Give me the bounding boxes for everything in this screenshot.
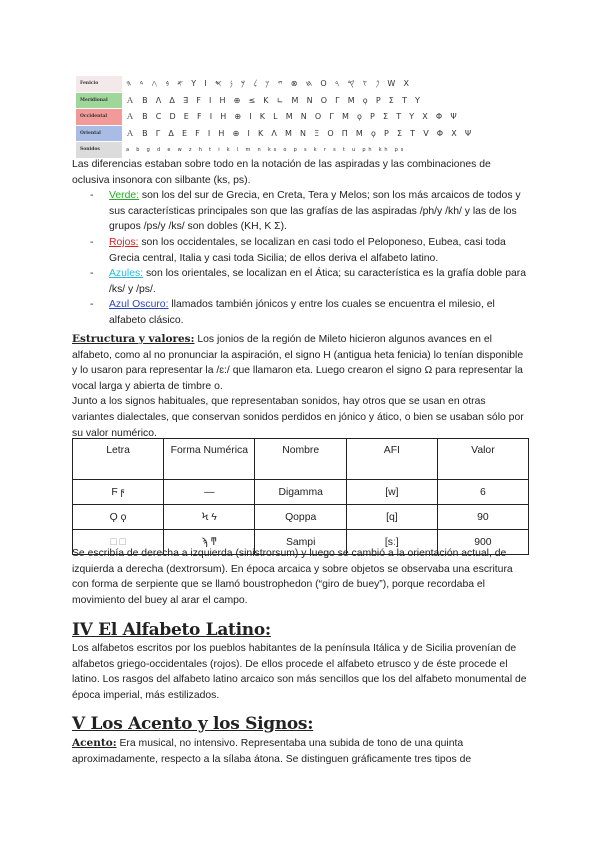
cell-forma: Ϟ ϟ <box>164 505 255 530</box>
variant-key: Azules: <box>109 268 144 280</box>
cell-nombre: Digamma <box>255 480 346 505</box>
row-glyphs: Ａ B Γ Δ E F I H ⊕ I K Λ M N Ξ O Π M ϙ P Σ T V Φ X Ψ <box>122 125 494 142</box>
alphabet-row <box>76 109 494 126</box>
acento-label: Acento: <box>72 737 117 749</box>
row-glyphs: a b g d e w z h t i k l m n ks o p s k r s t u ph kh ps <box>122 142 494 159</box>
estructura-block <box>72 332 527 441</box>
after-table-block <box>72 546 527 608</box>
variant-text: son los orientales, se localizan en el Ática; su característica es la grafía doble para /ks/ y /ps/. <box>109 268 527 295</box>
list-item <box>72 297 527 328</box>
row-label: Occidental <box>76 109 122 126</box>
section-5-paragraph <box>72 736 527 767</box>
alphabet-row <box>76 125 494 142</box>
section-5-block <box>72 736 527 767</box>
cell-forma: — <box>164 480 255 505</box>
cell-letra: Ϙ ϙ <box>73 505 164 530</box>
header-forma: Forma Numérica <box>164 439 255 480</box>
header-afi: AFI <box>346 439 437 480</box>
row-label: Fenicio <box>76 76 122 92</box>
intro-block <box>72 157 527 329</box>
cell-letra: □ □ <box>73 530 164 555</box>
intro-paragraph: Las diferencias estaban sobre todo en la notación de las aspiradas y las combinaciones de oclusiva insonora con silbante (ks, ps). <box>72 159 491 186</box>
row-label: Oriental <box>76 125 122 142</box>
variant-text: son los del sur de Grecia, en Creta, Tera y Melos; son los más arcaicos de todos y sus características principales son que las grafías de las aspiradas /ph/y /kh/ y las de los grupos /ps/y /ks/ son dobles (KH, K Σ). <box>109 190 521 233</box>
section-4-title: IV El Alfabeto Latino: <box>72 620 271 640</box>
variant-key: Azul Oscuro: <box>109 299 169 311</box>
cell-afi: [q] <box>346 505 437 530</box>
cell-forma: ϡ ͳ <box>164 530 255 555</box>
after-table-paragraph: Se escribía de derecha a izquierda (sinistrorsum) y luego se cambió a la orientación actual, de izquierda a derecha (dextrorsum). En época arcaica y sobre objetos se observaba una escritura con forma de serpiente que se llamó boustrophedon (“giro de buey”), porque recordaba el movimiento del buey al arar el campo. <box>72 548 513 606</box>
row-glyphs: Ａ B C D E F I H ⊕ I K L M N O Γ M ϙ P Σ T Y X Φ Ψ <box>122 109 494 126</box>
variant-text: llamados también jónicos y entre los cuales se encuentra el milesio, el alfabeto clásico. <box>109 299 495 326</box>
variant-text: son los occidentales, se localizan en casi todo el Peloponeso, Eubea, casi toda Grecia central, Italia y casi toda Sicilia; de ellos deriva el alfabeto latino. <box>109 236 506 264</box>
estructura-paragraph <box>72 332 527 394</box>
estructura-text: Los jonios de la región de Mileto hicieron algunos avances en el alfabeto, como al no pronunciar la aspiración, el signo H (antigua heta fenicia) lo tenían disponible y lo usaron para representar la /ɛ:/ que llamaron eta. Luego crearon el signo Ω para representar la vocal larga y abierta de timbre o. <box>72 334 524 392</box>
list-item <box>72 266 527 297</box>
header-nombre: Nombre <box>255 439 346 480</box>
cell-nombre: Qoppa <box>255 505 346 530</box>
section-4-block <box>72 641 527 703</box>
cell-letra: Ϝ ϝ <box>73 480 164 505</box>
header-letra: Letra <box>73 439 164 480</box>
estructura-heading: Estructura y valores: <box>72 333 195 345</box>
table-row <box>73 505 529 530</box>
cell-valor: 6 <box>437 480 528 505</box>
table-header-row <box>73 439 529 480</box>
cell-valor: 90 <box>437 505 528 530</box>
section-5-title: V Los Acento y los Signos: <box>72 714 314 734</box>
variant-key: Verde: <box>109 190 140 202</box>
cell-valor: 900 <box>437 530 528 555</box>
cell-afi: [sː] <box>346 530 437 555</box>
color-variants-list <box>72 188 527 328</box>
greek-alphabet-variants-table <box>76 76 494 159</box>
alphabet-row <box>76 142 494 159</box>
variant-key: Rojos: <box>109 236 139 248</box>
archaic-letters-table <box>72 438 529 555</box>
row-glyphs: 𐤀 𐤁 𐤂 𐤃 𐤄 Y I 𐤇 ⊗ 𐤉 𐤊 𐤋 𐤌 𐤍 𐤎 O 𐤐 𐤑 𐤒 𐤓 W X <box>122 76 494 92</box>
alphabet-row <box>76 76 494 92</box>
header-valor: Valor <box>437 439 528 480</box>
row-label: Sonidos <box>76 142 122 159</box>
table-row <box>73 480 529 505</box>
row-glyphs: Ａ B Λ Δ ∃ F I H ⊕ ≤ K ∟ Μ Ν O Γ M ϙ P Σ T Y <box>122 92 494 109</box>
list-item <box>72 235 527 266</box>
cell-afi: [w] <box>346 480 437 505</box>
row-label: Meridional <box>76 92 122 109</box>
list-item <box>72 188 527 235</box>
section-4-paragraph: Los alfabetos escritos por los pueblos habitantes de la península Itálica y de Sicilia provenían de alfabetos griego-occidentales (rojos). De ellos procede el alfabeto etrusco y de éste procede el latino. Los rasgos del alfabeto latino arcaico son más sencillos que los del alfabeto monumental de época imperial, más estilizados. <box>72 643 527 701</box>
cell-nombre: Sampi <box>255 530 346 555</box>
acento-text: Era musical, no intensivo. Representaba una subida de tono de una quinta aproximadamente, respecto a la sílaba átona. Se distinguen gráficamente tres tipos de <box>72 738 472 765</box>
alphabet-row <box>76 92 494 109</box>
estructura-paragraph-2: Junto a los signos habituales, que representaban sonidos, hay otros que se usan en otras variantes dialectales, que conservan sonidos perdidos en jónico y ático, o bien se usaban sólo por su valor numérico. <box>72 396 524 439</box>
